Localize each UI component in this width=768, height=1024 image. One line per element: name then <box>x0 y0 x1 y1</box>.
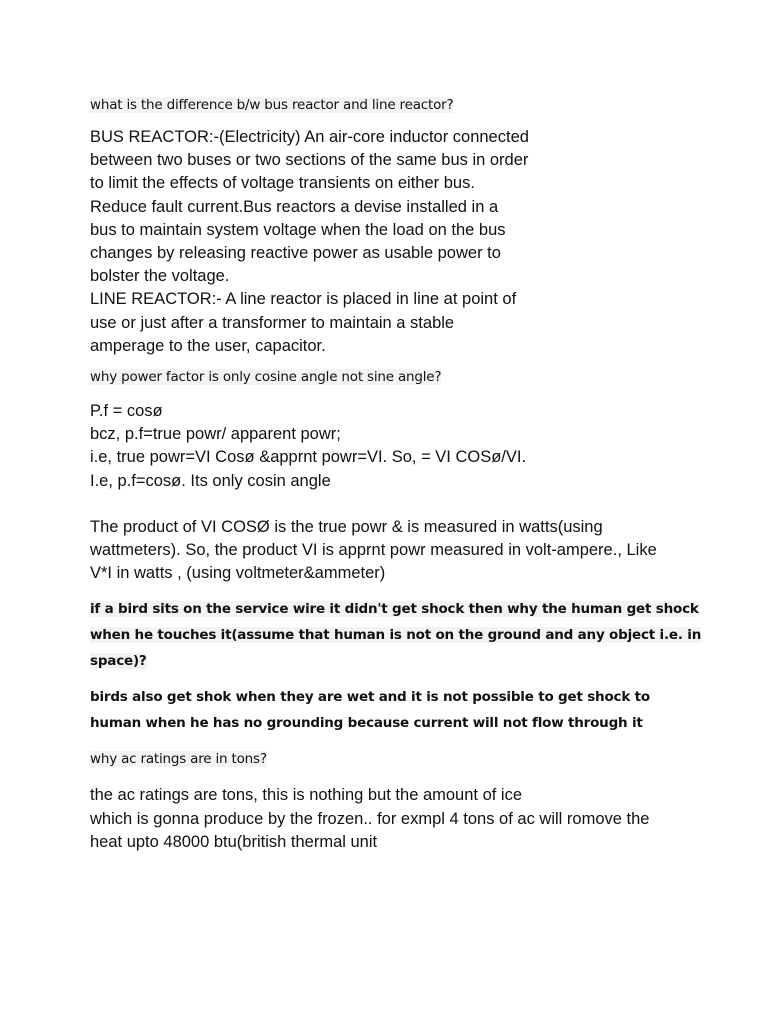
question-text: why power factor is only cosine angle not sine angle? <box>90 369 442 386</box>
question-bird-shock <box>90 596 702 674</box>
text-line: I.e, p.f=cosø. Its only cosin angle <box>90 471 331 490</box>
text-line: bus to maintain system voltage when the load on the bus <box>90 220 506 239</box>
text-line: to limit the effects of voltage transients on either bus. <box>90 174 475 193</box>
question-power-factor <box>90 364 690 390</box>
text-line: which is gonna produce by the frozen.. for exmpl 4 tons of ac will romove the <box>90 809 650 828</box>
text-line <box>90 622 702 648</box>
text-line <box>90 596 699 622</box>
question-text: why ac ratings are in tons? <box>90 751 267 768</box>
answer-power-factor-detail <box>90 516 690 586</box>
text-line: Reduce fault current.Bus reactors a devise installed in a <box>90 197 499 216</box>
text-line: human when he has no grounding because current will not flow through it <box>90 715 643 732</box>
text-line: The product of VI COSØ is the true powr & is measured in watts(using <box>90 517 603 536</box>
text-line: amperage to the user, capacitor. <box>90 336 326 355</box>
text-line: bcz, p.f=true powr/ apparent powr; <box>90 425 341 444</box>
text-line: changes by releasing reactive power as usable power to <box>90 244 501 263</box>
question-text: space)? <box>90 653 147 670</box>
text-line: between two buses or two sections of the same bus in order <box>90 151 529 170</box>
question-text: when he touches it(assume that human is not on the ground and any object i.e. in <box>90 627 702 644</box>
text-line: heat upto 48000 btu(british thermal unit <box>90 832 378 851</box>
document-page <box>90 92 702 854</box>
text-line: wattmeters). So, the product VI is apprnt powr measured in volt-ampere., Like <box>90 541 657 560</box>
text-line: use or just after a transformer to maintain a stable <box>90 313 455 332</box>
text-line: bolster the voltage. <box>90 267 230 286</box>
text-line: birds also get shok when they are wet and it is not possible to get shock to <box>90 689 650 706</box>
text-line: LINE REACTOR:- A line reactor is placed in line at point of <box>90 290 517 309</box>
text-line: i.e, true powr=VI Cosø &apprnt powr=VI. So, = VI COSø/VI. <box>90 448 527 467</box>
question-ac-tons <box>90 746 690 772</box>
question-bus-reactor <box>90 92 690 118</box>
question-text: what is the difference b/w bus reactor and line reactor? <box>90 97 454 113</box>
answer-bus-reactor <box>90 126 690 358</box>
question-text: if a bird sits on the service wire it didn't get shock then why the human get shock <box>90 601 699 618</box>
answer-bird-shock <box>90 684 690 736</box>
answer-power-factor <box>90 400 690 493</box>
text-line: P.f = cosø <box>90 402 163 421</box>
text-line <box>90 648 690 674</box>
text-line: the ac ratings are tons, this is nothing but the amount of ice <box>90 786 523 805</box>
text-line: V*I in watts , (using voltmeter&ammeter) <box>90 564 386 583</box>
answer-ac-tons <box>90 784 690 854</box>
text-line: BUS REACTOR:-(Electricity) An air-core inductor connected <box>90 128 529 146</box>
